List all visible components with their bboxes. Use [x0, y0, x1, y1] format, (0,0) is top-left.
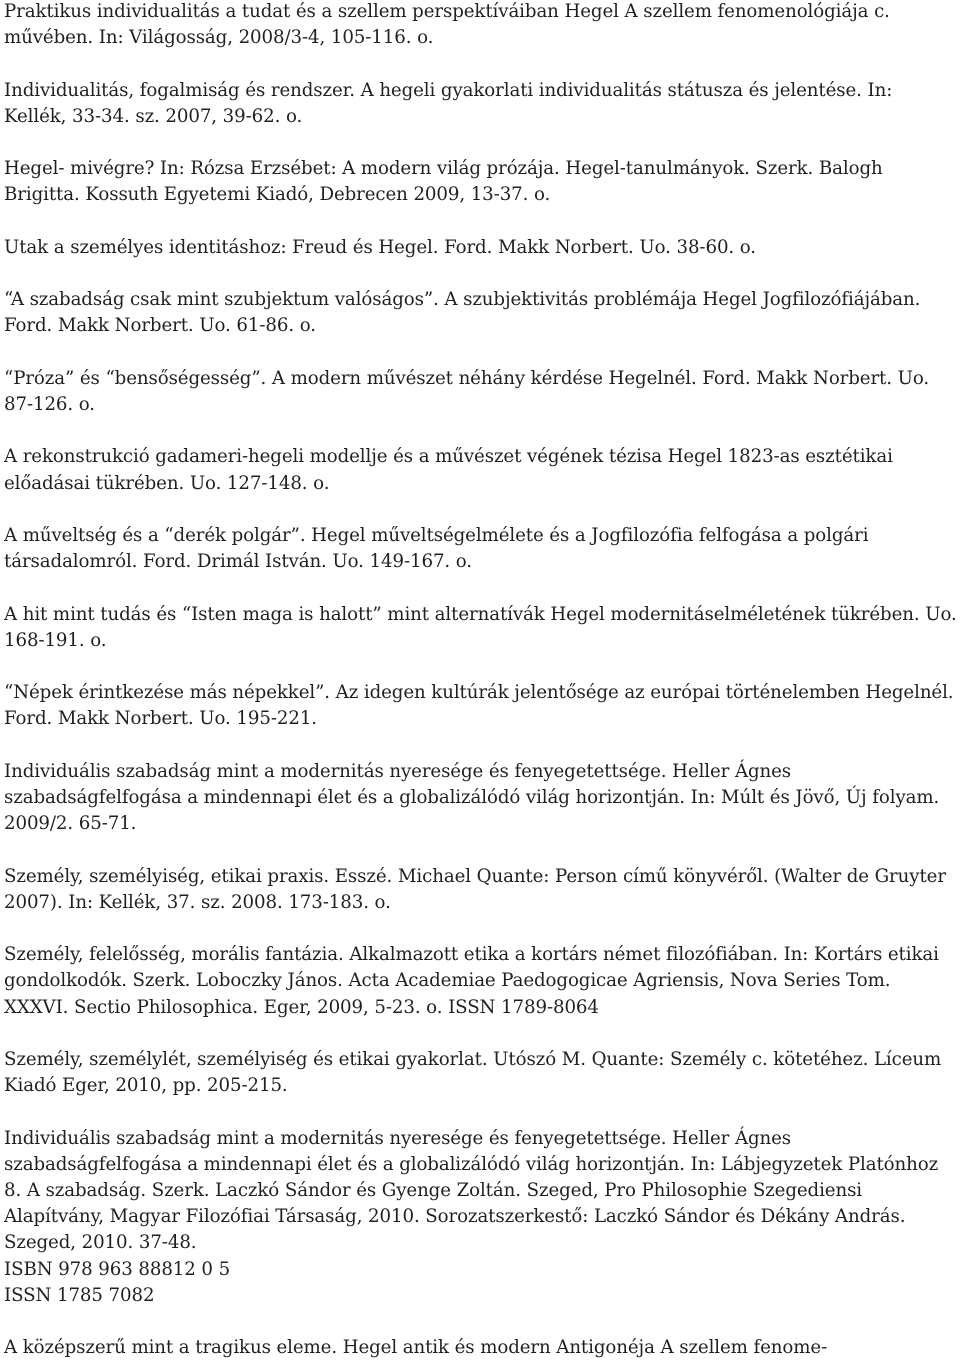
bibliography-entry — [4, 235, 957, 261]
bibliography-entry — [4, 523, 957, 575]
bibliography-entry — [4, 602, 957, 654]
entry-text: Személy, személyiség, etikai praxis. Esszé. Michael Quante: Person című könyvéről. (Walter de Gruyter 2007). In: Kellék, 37. sz. 2008. 173-183. o. — [4, 865, 946, 913]
entry-text: A hit mint tudás és “Isten maga is halott” mint alternatívák Hegel modernitáselméletének tükrében. Uo. 168-191. o. — [4, 603, 957, 651]
issn-text: ISSN 1785 7082 — [4, 1284, 155, 1306]
entry-text: Individuális szabadság mint a modernitás nyeresége és fenyegetettsége. Heller Ágnes szabadságfelfogása a mindennapi élet és a globalizálódó világ horizontján. In: Múlt és Jövő, Új folyam. 2009/2. 65-71. — [4, 760, 940, 835]
bibliography-entry — [4, 1335, 957, 1361]
bibliography-entry — [4, 680, 957, 732]
entry-text: A középszerű mint a tragikus eleme. Hegel antik és modern Antigonéja A szellem fenome- — [4, 1337, 828, 1359]
entry-text: A rekonstrukció gadameri-hegeli modellje és a művészet végének tézisa Hegel 1823-as esztétikai előadásai tükrében. Uo. 127-148. o. — [4, 446, 893, 494]
entry-text: Hegel- mivégre? In: Rózsa Erzsébet: A modern világ prózája. Hegel-tanulmányok. Szerk. Balogh Brigitta. Kossuth Egyetemi Kiadó, Debrecen 2009, 13-37. o. — [4, 158, 883, 206]
bibliography-entry — [4, 444, 957, 496]
bibliography-entry — [4, 287, 957, 339]
entry-text: A műveltség és a “derék polgár”. Hegel műveltségelmélete és a Jogfilozófia felfogása a polgári társadalomról. Ford. Drimál István. Uo. 149-167. o. — [4, 524, 869, 573]
isbn-text: ISBN 978 963 88812 0 5 — [4, 1258, 231, 1280]
bibliography-entry — [4, 759, 957, 838]
entry-text: “A szabadság csak mint szubjektum valóságos”. A szubjektivitás problémája Hegel Jogfilozófiájában. Ford. Makk Norbert. Uo. 61-86. o. — [4, 289, 921, 337]
isbn-line — [4, 1257, 957, 1283]
entry-text: Személy, személylét, személyiség és etikai gyakorlat. Utószó M. Quante: Személy c. kötetéhez. Líceum Kiadó Eger, 2010, pp. 205-215. — [4, 1048, 942, 1097]
entry-text: Utak a személyes identitáshoz: Freud és Hegel. Ford. Makk Norbert. Uo. 38-60. o. — [4, 236, 756, 258]
issn-line — [4, 1283, 957, 1309]
entry-text: Individuális szabadság mint a modernitás nyeresége és fenyegetettsége. Heller Ágnes szabadságfelfogása a mindennapi élet és a globalizálódó világ horizontján. In: Lábjegyzetek Platónhoz 8. A szabadság. Szerk. Laczkó Sándor és Gyenge Zoltán. Szeged, Pro Philosophie Szegediensi Alapítvány, Magyar Filozófiai Társaság, 2010. Sorozatszerkestő: Laczkó Sándor és Dékány András. Szeged, 2010. 37-48. — [4, 1127, 939, 1254]
entry-text: Individualitás, fogalmiság és rendszer. A hegeli gyakorlati individualitás státusza és jelentése. In: Kellék, 33-34. sz. 2007, 39-62. o. — [4, 79, 893, 127]
bibliography-entry — [4, 864, 957, 916]
entry-text: “Próza” és “bensőségesség”. A modern művészet néhány kérdése Hegelnél. Ford. Makk Norbert. Uo. 87-126. o. — [4, 367, 930, 415]
bibliography-entry — [4, 78, 957, 130]
bibliography-entry — [4, 0, 957, 51]
bibliography-entry — [4, 1047, 957, 1099]
document-page — [4, 0, 957, 1367]
bibliography-entry — [4, 1126, 957, 1257]
bibliography-entry — [4, 366, 957, 418]
entry-text: “Népek érintkezése más népekkel”. Az idegen kultúrák jelentősége az európai történelemben Hegelnél. Ford. Makk Norbert. Uo. 195-221. — [4, 682, 954, 730]
entry-text: Személy, felelősség, morális fantázia. Alkalmazott etika a kortárs német filozófiában. In: Kortárs etikai gondolkodók. Szerk. Loboczky János. Acta Academiae Paedogogicae Agriensis, Nova Series Tom. XXXVI. Sectio Philosophica. Eger, 2009, 5-23. o. ISSN 1789-8064 — [4, 944, 939, 1018]
bibliography-entry — [4, 942, 957, 1021]
entry-text: Praktikus individualitás a tudat és a szellem perspektíváiban Hegel A szellem fenomenológiája c. művében. In: Világosság, 2008/3-4, 105-116. o. — [4, 1, 890, 49]
bibliography-entry — [4, 156, 957, 208]
